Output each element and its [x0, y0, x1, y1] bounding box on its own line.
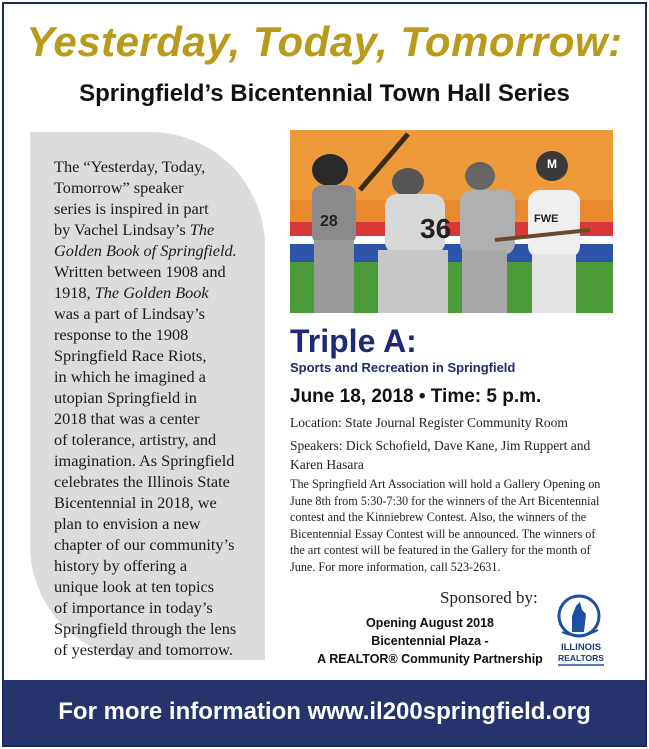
- sidebar-line: chapter of our community’s: [54, 535, 235, 554]
- sidebar-line: celebrates the Illinois State: [54, 472, 230, 491]
- sidebar-line: of tolerance, artistry, and: [54, 430, 217, 449]
- sidebar-line: The “Yesterday, Today,: [54, 157, 206, 176]
- jersey-number: 36: [420, 213, 452, 244]
- sidebar-line: Springfield through the lens: [54, 619, 237, 638]
- footer-website-link[interactable]: For more information www.il200springfield.org: [58, 698, 591, 725]
- sidebar-line: [54, 282, 259, 303]
- page-subtitle: Springfield’s Bicentennial Town Hall Series: [79, 80, 570, 107]
- event-title: Triple A:: [290, 323, 417, 359]
- sidebar-line: response to the 1908: [54, 325, 189, 344]
- cap-letter: M: [547, 157, 557, 171]
- description-line: contest and the Kinniebrew Contest. Also, the winners of the: [290, 510, 587, 524]
- sidebar-line-part: by Vachel Lindsay’s: [54, 220, 190, 239]
- sidebar-line-part: 1918,: [54, 283, 95, 302]
- sidebar-line: series is inspired in part: [54, 199, 209, 218]
- logo-text: REALTORS: [558, 653, 604, 663]
- event-location: Location: State Journal Register Community Room: [290, 415, 568, 430]
- sidebar-line: Written between 1908 and: [54, 262, 226, 281]
- event-speakers-cont: Karen Hasara: [290, 457, 364, 472]
- logo-text: ILLINOIS: [560, 642, 602, 653]
- sidebar-line: Bicentennial in 2018, we: [54, 493, 217, 512]
- sidebar-line: 2018 that was a center: [54, 409, 200, 428]
- sponsored-by-label: Sponsored by:: [440, 588, 538, 607]
- description-line: the art contest will be featured in the Gallery for the month of: [290, 543, 591, 557]
- baseball-players-photo: [290, 130, 613, 313]
- sidebar-intro-text: [54, 156, 259, 660]
- sidebar-line: Springfield Race Riots,: [54, 346, 207, 365]
- sidebar-line: plan to envision a new: [54, 514, 201, 533]
- book-title-italic: Golden Book of Springfield.: [54, 241, 237, 260]
- event-date-time: June 18, 2018 • Time: 5 p.m.: [290, 386, 542, 407]
- description-line: The Springfield Art Association will hold a Gallery Opening on: [290, 477, 601, 491]
- sidebar-line: imagination. As Springfield: [54, 451, 235, 470]
- book-title-italic: The Golden Book: [94, 283, 209, 302]
- plaza-opening-info: [315, 614, 545, 668]
- opening-line: A REALTOR® Community Partnership: [317, 652, 543, 666]
- opening-line: Bicentennial Plaza -: [371, 634, 489, 648]
- sidebar-line: Tomorrow” speaker: [54, 178, 184, 197]
- sidebar-line: of importance in today’s: [54, 598, 213, 617]
- jersey-number: 28: [320, 213, 338, 230]
- sidebar-line: unique look at ten topics: [54, 577, 215, 596]
- sidebar-line: [54, 240, 259, 261]
- sidebar-line: utopian Springfield in: [54, 388, 197, 407]
- description-line: June 8th from 5:30-7:30 for the winners of the Art Bicentennial: [290, 493, 600, 508]
- book-title-italic: The: [189, 220, 215, 239]
- event-speakers: Speakers: Dick Schofield, Dave Kane, Jim Ruppert and: [290, 438, 591, 453]
- sidebar-line: [54, 219, 259, 240]
- description-line: June. For more information, call 523-2631.: [290, 559, 501, 574]
- sidebar-line: in which he imagined a: [54, 367, 206, 386]
- illinois-realtors-logo: [552, 592, 610, 674]
- description-line: Bicentennial Essay Contest will be announced. The winners of: [290, 526, 596, 541]
- event-subtitle: Sports and Recreation in Springfield: [290, 360, 516, 375]
- jersey-lettering: FWE: [534, 213, 559, 225]
- page-title: Yesterday, Today, Tomorrow:: [26, 18, 623, 65]
- event-description: [290, 476, 622, 575]
- opening-line: Opening August 2018: [365, 616, 495, 630]
- sidebar-line: history by offering a: [54, 556, 188, 575]
- sidebar-line: was a part of Lindsay’s: [54, 304, 206, 323]
- sidebar-line: of yesterday and tomorrow.: [54, 640, 233, 659]
